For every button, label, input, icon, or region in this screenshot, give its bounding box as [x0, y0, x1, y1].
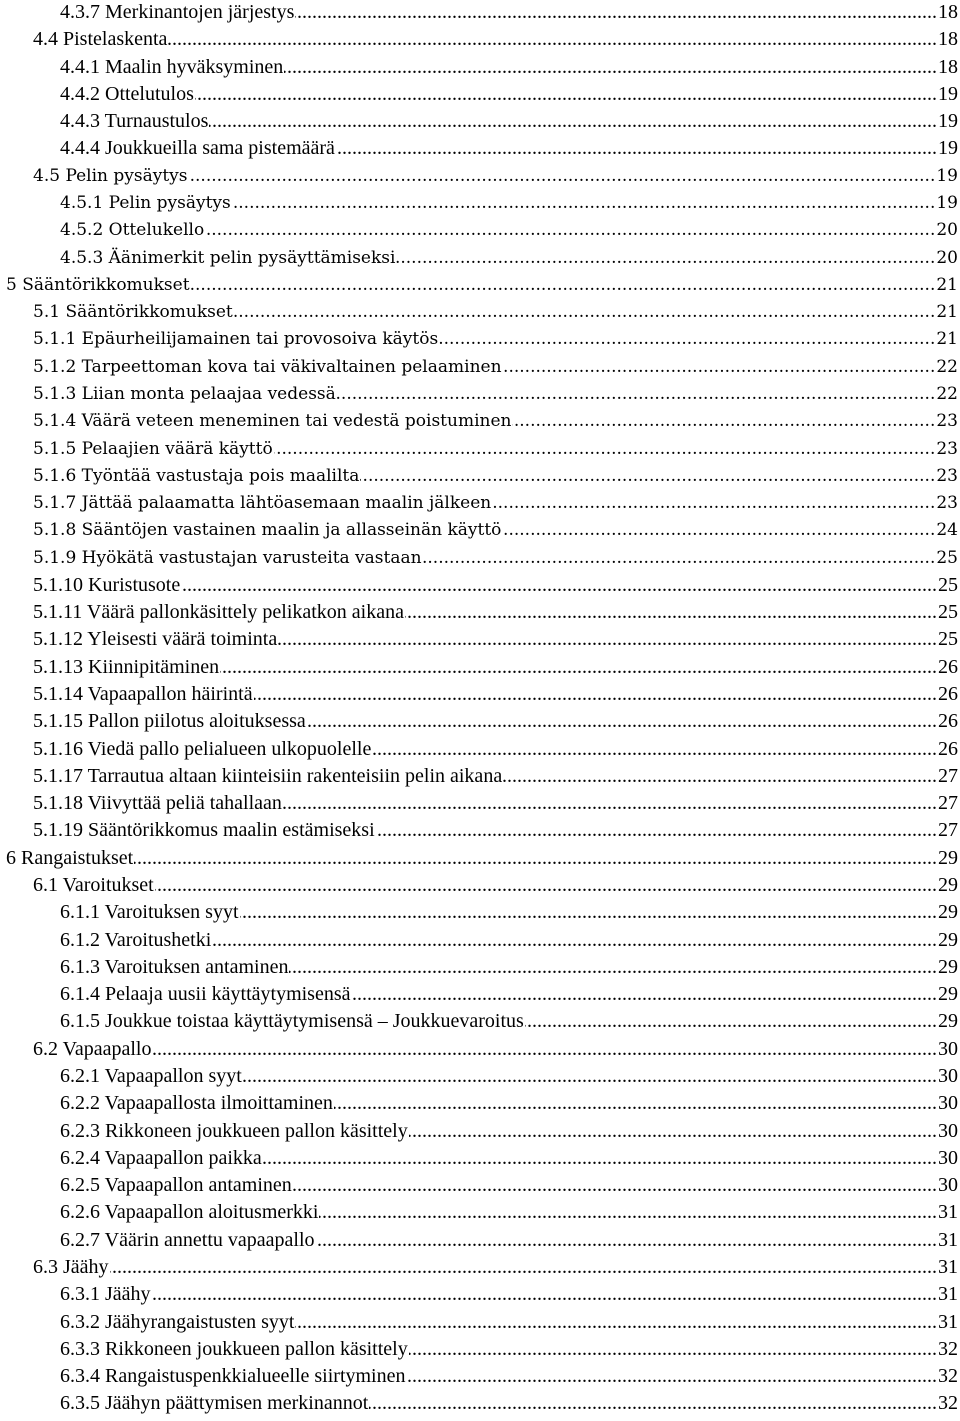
toc-entry-title: 5.1 Sääntörikkomukset [33, 302, 233, 323]
toc-entry[interactable] [0, 245, 958, 272]
dot-leader [152, 1281, 937, 1308]
dot-leader [134, 845, 937, 872]
dot-leader [372, 736, 937, 763]
toc-entry[interactable] [0, 1172, 958, 1199]
toc-entry-page-number: 29 [938, 874, 958, 896]
toc-entry-title: 6.3.1 Jäähy [60, 1283, 151, 1306]
toc-entry[interactable] [0, 817, 958, 844]
toc-entry-title: 6.2.6 Vapaapallon aloitusmerkki [60, 1201, 319, 1224]
dot-leader [289, 954, 937, 981]
toc-entry-title: 5.1.15 Pallon piilotus aloituksessa [33, 710, 306, 733]
toc-entry[interactable] [0, 1254, 958, 1281]
toc-entry[interactable] [0, 1118, 958, 1145]
dot-leader [409, 1336, 937, 1363]
toc-entry-page-number: 26 [938, 683, 958, 706]
dot-leader [278, 626, 937, 653]
toc-entry[interactable] [0, 1008, 958, 1035]
dot-leader [405, 599, 937, 626]
toc-entry-page-number: 31 [938, 1255, 958, 1278]
dot-leader [423, 545, 936, 572]
toc-entry-page-number: 30 [938, 1174, 958, 1197]
dot-leader [525, 1008, 937, 1035]
toc-entry-title: 4.5.3 Äänimerkit pelin pysäyttämiseksi [60, 247, 396, 268]
toc-entry-page-number: 30 [938, 1037, 958, 1060]
toc-entry-page-number: 31 [938, 1283, 958, 1306]
toc-entry-title: 5 Sääntörikkomukset [6, 274, 190, 295]
dot-leader [352, 981, 938, 1008]
toc-entry-title: 6.2.2 Vapaapallosta ilmoittaminen [60, 1092, 333, 1115]
dot-leader [396, 245, 935, 272]
toc-entry[interactable] [0, 654, 958, 681]
toc-entry-title: 4.4.3 Turnaustulos [60, 110, 209, 133]
toc-entry-page-number: 21 [936, 274, 958, 295]
dot-leader [307, 708, 937, 735]
dot-leader [234, 299, 936, 326]
toc-entry-title: 4.5 Pelin pysäytys [33, 165, 188, 186]
toc-entry[interactable] [0, 0, 958, 26]
toc-entry-title: 5.1.17 Tarrautua altaan kiinteisiin rakenteisiin pelin aikana [33, 764, 503, 787]
toc-entry-page-number: 20 [936, 220, 958, 241]
toc-entry-page-number: 21 [936, 329, 958, 350]
toc-entry-title: 5.1.2 Tarpeettoman kova tai väkivaltainen pelaaminen [33, 356, 502, 377]
toc-entry-title: 5.1.13 Kiinnipitäminen [33, 655, 220, 678]
toc-entry-title: 5.1.19 Sääntörikkomus maalin estämiseksi [33, 819, 375, 842]
toc-entry-page-number: 22 [936, 383, 958, 404]
dot-leader [334, 1090, 937, 1117]
toc-entry-page-number: 27 [938, 764, 958, 787]
dot-leader [439, 326, 935, 353]
toc-entry-page-number: 26 [938, 655, 958, 678]
toc-entry[interactable] [0, 135, 958, 162]
toc-entry-page-number: 24 [936, 520, 958, 541]
toc-entry-title: 6.1 Varoitukset [33, 874, 154, 896]
dot-leader [502, 517, 935, 544]
toc-entry-title: 5.1.5 Pelaajien väärä käyttö [33, 438, 273, 459]
dot-leader [232, 190, 936, 217]
toc-entry-page-number: 29 [938, 1010, 958, 1033]
toc-entry-title: 5.1.1 Epäurheilijamainen tai provosoiva käytös [33, 329, 439, 350]
toc-entry-page-number: 22 [936, 356, 958, 377]
toc-entry-title: 5.1.7 Jättää palaamatta lähtöasemaan maalin jälkeen [33, 493, 492, 514]
toc-entry-title: 6.2.5 Vapaapallon antaminen [60, 1174, 292, 1197]
toc-entry-title: 5.1.4 Väärä veteen meneminen tai vedestä poistuminen [33, 411, 512, 432]
toc-entry-page-number: 25 [938, 601, 958, 624]
dot-leader [220, 654, 937, 681]
toc-entry-title: 6.3.4 Rangaistuspenkkialueelle siirtyminen [60, 1365, 406, 1388]
toc-entry-title: 4.4.2 Ottelutulos [60, 82, 194, 105]
toc-entry-title: 6.1.1 Varoituksen syyt [60, 901, 239, 924]
toc-entry[interactable] [0, 845, 958, 872]
toc-entry-page-number: 30 [938, 1064, 958, 1087]
toc-entry-title: 6 Rangaistukset [6, 846, 134, 869]
dot-leader [503, 763, 937, 790]
toc-entry-page-number: 32 [938, 1392, 958, 1415]
toc-entry[interactable] [0, 1336, 958, 1363]
toc-entry[interactable] [0, 954, 958, 981]
toc-entry-page-number: 20 [936, 247, 958, 268]
toc-entry-page-number: 29 [938, 955, 958, 978]
dot-leader [263, 1145, 937, 1172]
toc-entry-page-number: 19 [938, 137, 958, 160]
toc-entry-title: 5.1.14 Vapaapallon häirintä [33, 683, 253, 706]
toc-entry-title: 5.1.11 Väärä pallonkäsittely pelikatkon aikana [33, 601, 404, 624]
dot-leader [316, 1227, 937, 1254]
toc-entry-page-number: 23 [936, 438, 958, 459]
toc-entry[interactable] [0, 1281, 958, 1308]
dot-leader [295, 1309, 937, 1336]
dot-leader [319, 1199, 937, 1226]
dot-leader [205, 217, 935, 244]
toc-entry-title: 4.5.1 Pelin pysäytys [60, 192, 231, 213]
dot-leader [336, 135, 937, 162]
toc-entry[interactable] [0, 299, 958, 326]
toc-entry-title: 5.1.18 Viivyttää peliä tahallaan [33, 792, 282, 815]
toc-entry-page-number: 25 [938, 573, 958, 596]
toc-entry[interactable] [0, 490, 958, 517]
toc-entry-page-number: 25 [936, 547, 958, 568]
toc-entry-page-number: 26 [938, 737, 958, 760]
toc-entry[interactable] [0, 736, 958, 763]
toc-entry[interactable] [0, 26, 958, 53]
toc-entry-title: 6.3 Jäähy [33, 1255, 109, 1278]
dot-leader [153, 1036, 938, 1063]
toc-entry-page-number: 29 [938, 928, 958, 951]
toc-entry-title: 6.1.2 Varoitushetki [60, 928, 212, 951]
toc-entry[interactable] [0, 217, 958, 244]
toc-entry-title: 6.2.4 Vapaapallon paikka [60, 1146, 262, 1169]
dot-leader [409, 1118, 937, 1145]
toc-entry-page-number: 23 [936, 411, 958, 432]
toc-entry[interactable] [0, 1390, 958, 1417]
toc-entry[interactable] [0, 545, 958, 572]
toc-entry[interactable] [0, 1227, 958, 1254]
dot-leader [155, 872, 937, 899]
toc-entry-title: 5.1.6 Työntää vastustaja pois maalilta [33, 465, 360, 486]
toc-entry-page-number: 30 [938, 1119, 958, 1142]
toc-entry-title: 5.1.8 Sääntöjen vastainen maalin ja allasseinän käyttö [33, 520, 502, 541]
toc-entry[interactable] [0, 763, 958, 790]
toc-entry-page-number: 32 [938, 1337, 958, 1360]
toc-entry-page-number: 29 [938, 846, 958, 869]
toc-entry-title: 4.4.4 Joukkueilla sama pistemäärä [60, 137, 335, 160]
toc-entry[interactable] [0, 108, 958, 135]
toc-entry-page-number: 21 [936, 302, 958, 323]
toc-entry-page-number: 27 [938, 819, 958, 842]
toc-entry[interactable] [0, 626, 958, 653]
toc-entry-page-number: 18 [938, 28, 958, 51]
toc-entry[interactable] [0, 1199, 958, 1226]
toc-entry-page-number: 29 [938, 901, 958, 924]
toc-entry[interactable] [0, 1036, 958, 1063]
toc-entry[interactable] [0, 381, 958, 408]
toc-entry-title: 5.1.16 Viedä pallo pelialueen ulkopuolelle [33, 737, 372, 760]
dot-leader [212, 927, 937, 954]
toc-entry-page-number: 30 [938, 1092, 958, 1115]
toc-entry-page-number: 27 [938, 792, 958, 815]
toc-entry[interactable] [0, 272, 958, 299]
toc-entry-page-number: 23 [936, 493, 958, 514]
toc-entry-page-number: 25 [938, 628, 958, 651]
toc-entry-title: 5.1.3 Liian monta pelaajaa vedessä [33, 383, 336, 404]
dot-leader [283, 790, 937, 817]
toc-entry[interactable] [0, 54, 958, 81]
toc-entry-title: 6.3.5 Jäähyn päättymisen merkinannot [60, 1392, 369, 1415]
dot-leader [293, 1172, 937, 1199]
toc-entry-page-number: 29 [938, 983, 958, 1006]
toc-entry-page-number: 19 [938, 82, 958, 105]
toc-entry-page-number: 26 [938, 710, 958, 733]
dot-leader [243, 1063, 937, 1090]
toc-entry[interactable] [0, 790, 958, 817]
toc-entry-title: 6.2.1 Vapaapallon syyt [60, 1064, 242, 1087]
dot-leader [110, 1254, 937, 1281]
toc-entry-title: 6.1.5 Joukkue toistaa käyttäytymisensä – Joukkuevaroitus [60, 1010, 524, 1033]
toc-entry-title: 5.1.9 Hyökätä vastustajan varusteita vastaan [33, 547, 422, 568]
toc-entry-title: 6.2.7 Väärin annettu vapaapallo [60, 1228, 315, 1251]
toc-entry[interactable] [0, 872, 958, 899]
toc-entry-title: 6.2 Vapaapallo [33, 1037, 152, 1060]
toc-entry[interactable] [0, 1363, 958, 1390]
toc-entry-title: 5.1.12 Yleisesti väärä toiminta [33, 628, 278, 651]
toc-entry-title: 6.3.3 Rikkoneen joukkueen pallon käsittely [60, 1337, 408, 1360]
dot-leader [369, 1390, 937, 1417]
toc-entry[interactable] [0, 1063, 958, 1090]
toc-entry-title: 4.3.7 Merkinantojen järjestys [60, 1, 295, 23]
toc-entry[interactable] [0, 599, 958, 626]
toc-entry-title: 6.2.3 Rikkoneen joukkueen pallon käsittely [60, 1119, 408, 1142]
dot-leader [191, 272, 936, 299]
toc-entry-title: 6.1.4 Pelaaja uusii käyttäytymisensä [60, 983, 351, 1006]
toc-entry[interactable] [0, 517, 958, 544]
toc-entry[interactable] [0, 463, 958, 490]
toc-entry-page-number: 19 [936, 192, 958, 213]
toc-entry[interactable] [0, 190, 958, 217]
dot-leader [254, 681, 937, 708]
toc-entry[interactable] [0, 708, 958, 735]
toc-entry-page-number: 19 [936, 165, 958, 186]
toc-entry[interactable] [0, 326, 958, 353]
dot-leader [407, 1363, 938, 1390]
dot-leader [360, 463, 935, 490]
dot-leader [284, 54, 937, 81]
toc-entry[interactable] [0, 436, 958, 463]
toc-entry[interactable] [0, 681, 958, 708]
dot-leader [503, 354, 936, 381]
dot-leader [492, 490, 935, 517]
toc-entry-page-number: 31 [938, 1228, 958, 1251]
toc-entry[interactable] [0, 163, 958, 190]
toc-entry-title: 4.4 Pistelaskenta [33, 28, 168, 51]
toc-entry-title: 4.5.2 Ottelukello [60, 220, 205, 241]
toc-entry-page-number: 30 [938, 1146, 958, 1169]
toc-entry[interactable] [0, 81, 958, 108]
toc-entry-page-number: 32 [938, 1365, 958, 1388]
dot-leader [337, 381, 936, 408]
toc-entry-page-number: 23 [936, 465, 958, 486]
toc-entry[interactable] [0, 927, 958, 954]
toc-entry[interactable] [0, 1090, 958, 1117]
toc-entry-page-number: 31 [938, 1201, 958, 1224]
toc-entry[interactable] [0, 1145, 958, 1172]
toc-entry-page-number: 18 [938, 1, 958, 23]
dot-leader [274, 436, 936, 463]
dot-leader [240, 899, 937, 926]
toc-entry[interactable] [0, 572, 958, 599]
toc-entry[interactable] [0, 899, 958, 926]
toc-entry[interactable] [0, 354, 958, 381]
dot-leader [195, 81, 937, 108]
toc-entry-title: 4.4.1 Maalin hyväksyminen [60, 55, 284, 78]
toc-entry-page-number: 18 [938, 55, 958, 78]
dot-leader [209, 108, 937, 135]
toc-entry-title: 5.1.10 Kuristusote [33, 573, 181, 596]
toc-entry-title: 6.3.2 Jäähyrangaistusten syyt [60, 1310, 295, 1333]
toc-entry[interactable] [0, 1309, 958, 1336]
dot-leader [295, 0, 937, 26]
dot-leader [181, 572, 937, 599]
toc-entry[interactable] [0, 408, 958, 435]
toc-entry[interactable] [0, 981, 958, 1008]
dot-leader [168, 26, 937, 53]
dot-leader [512, 408, 935, 435]
dot-leader [376, 817, 937, 844]
toc-entry-title: 6.1.3 Varoituksen antaminen [60, 955, 289, 978]
toc-entry-page-number: 31 [938, 1310, 958, 1333]
toc-entry-page-number: 19 [938, 110, 958, 133]
dot-leader [189, 163, 936, 190]
